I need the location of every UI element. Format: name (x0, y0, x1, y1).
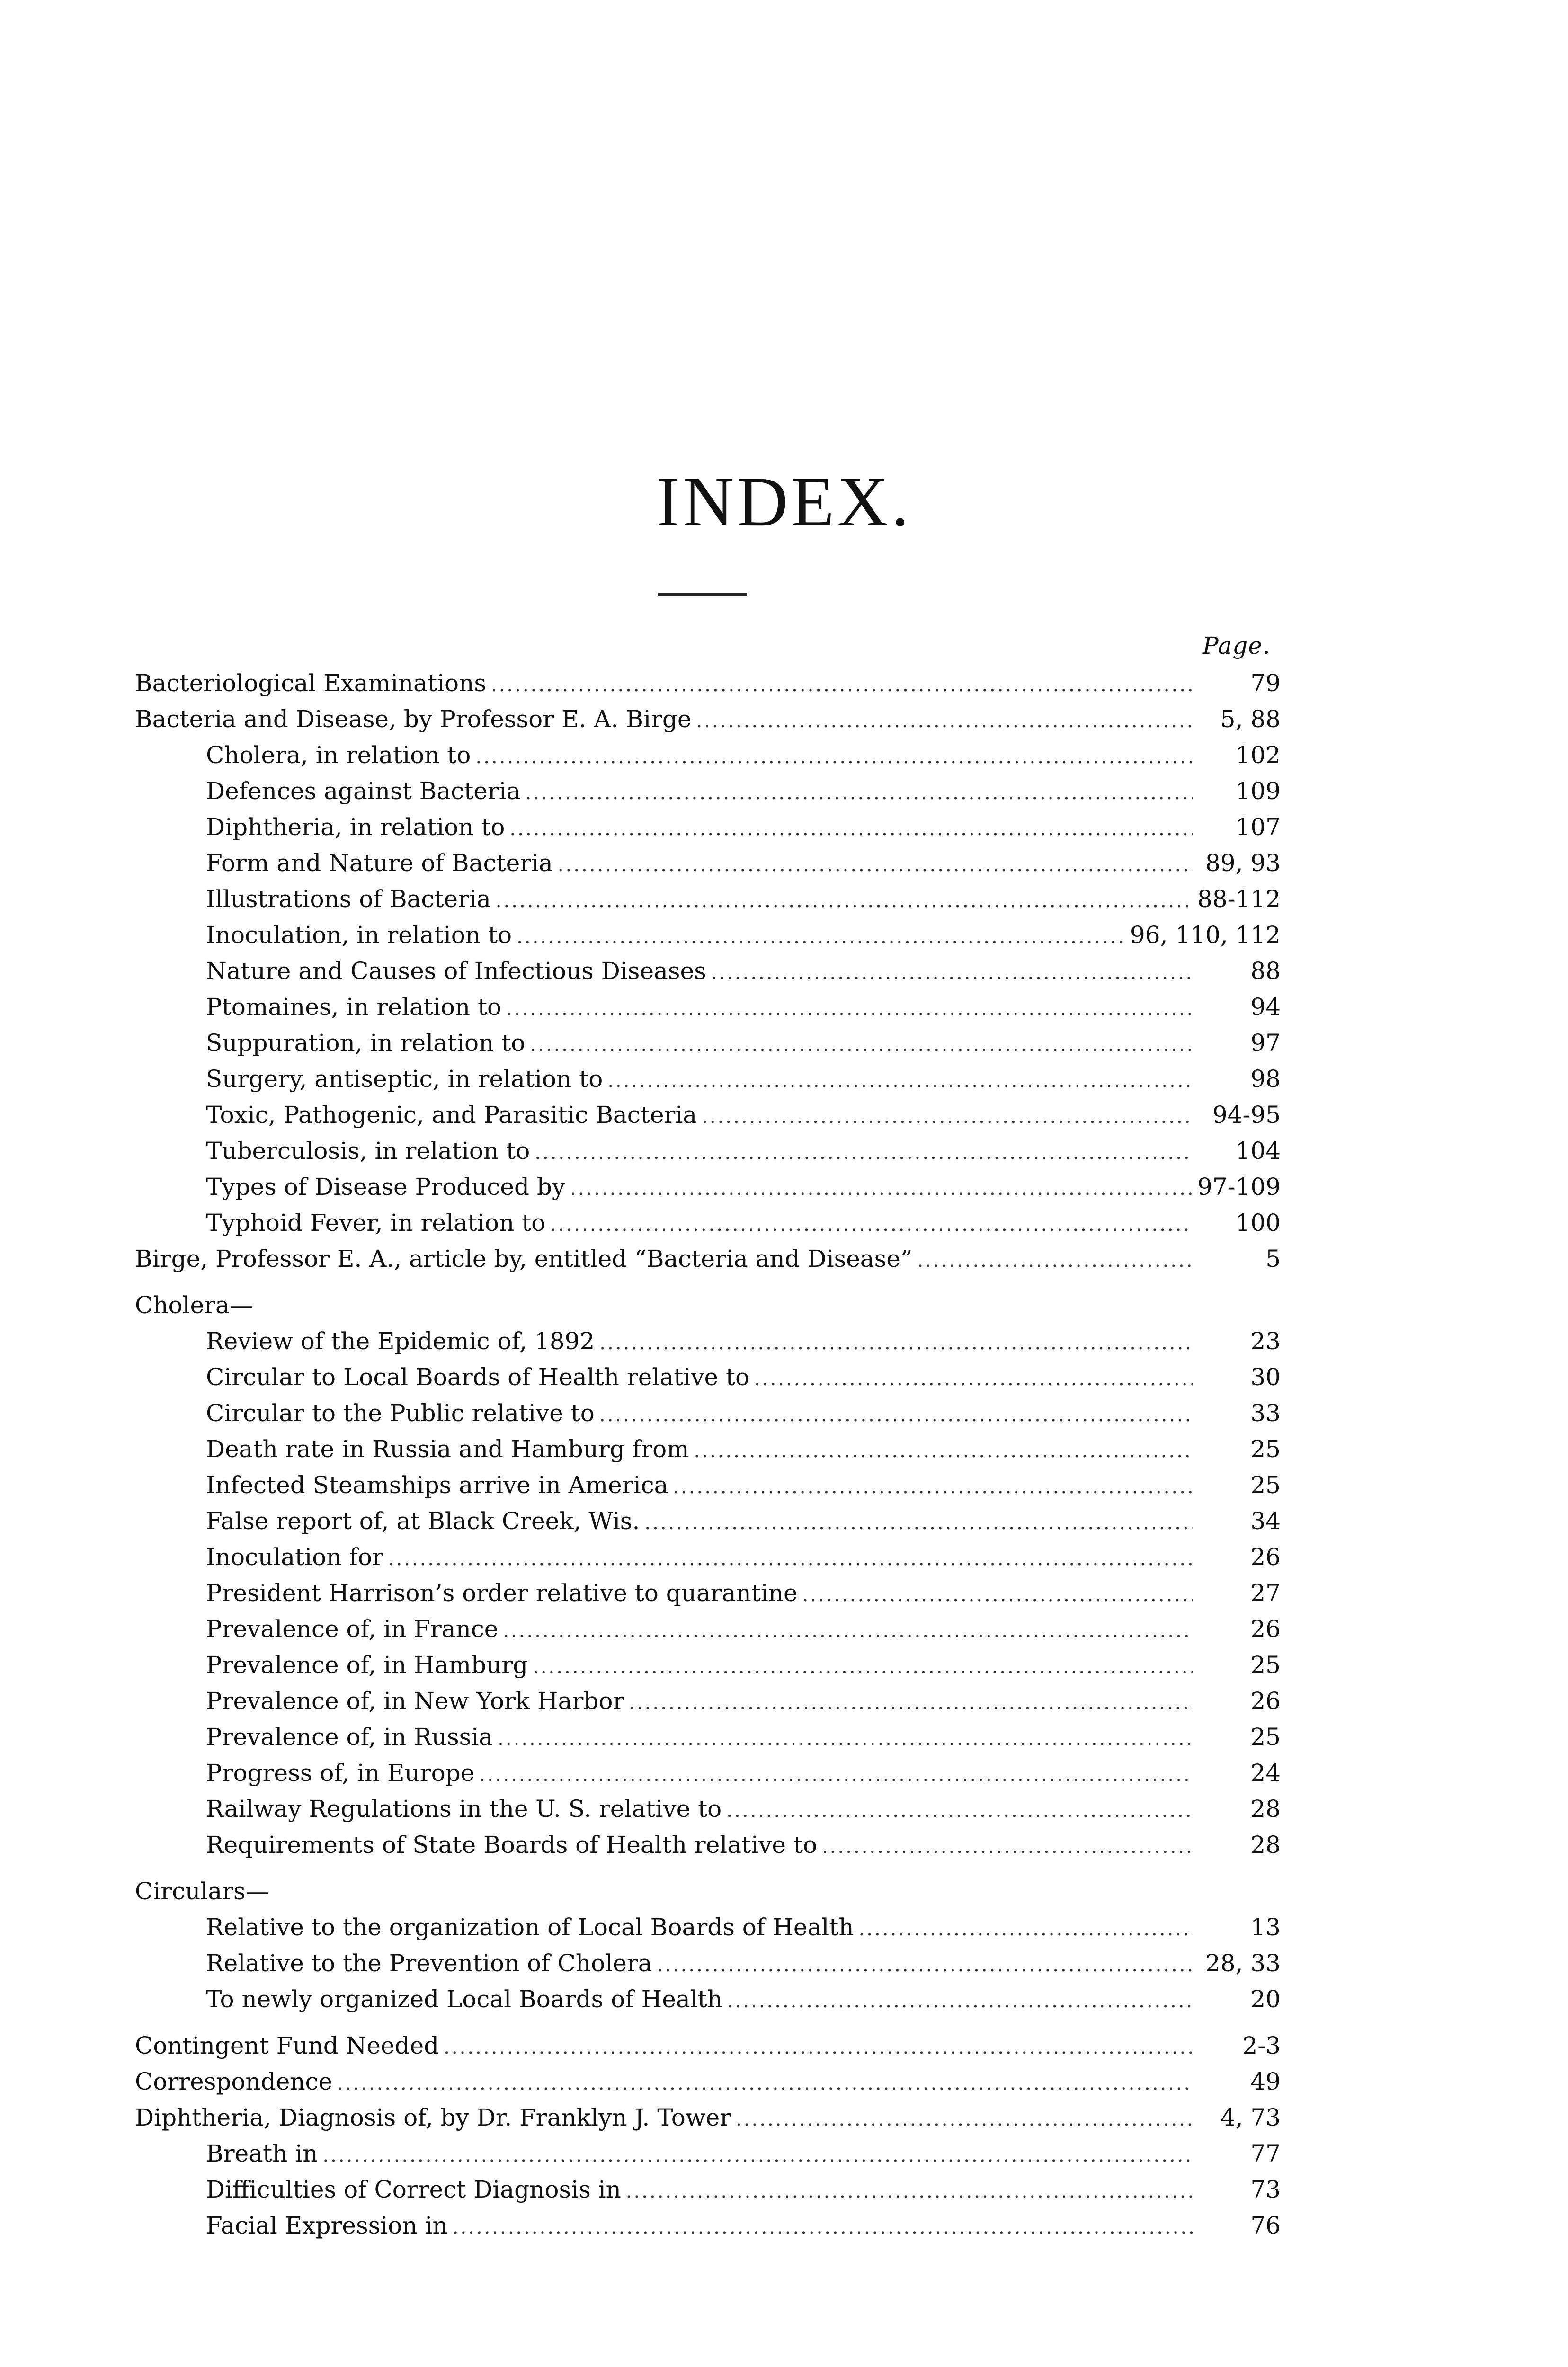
index-entry (135, 2136, 1281, 2171)
entry-label: Cholera, in relation to (206, 741, 471, 769)
entry-page-number: 24 (1250, 1759, 1281, 1787)
entry-label: Types of Disease Produced by (206, 1173, 566, 1201)
entry-label: Bacteriological Examinations (135, 669, 486, 697)
entry-page-number: 98 (1250, 1065, 1281, 1093)
dot-leader (337, 2065, 1193, 2101)
dot-leader (506, 991, 1193, 1027)
index-entry (135, 1359, 1281, 1395)
index-entry (135, 2171, 1281, 2207)
entry-page-number: 28 (1250, 1831, 1281, 1859)
entry-label: Facial Expression in (206, 2212, 448, 2239)
index-entry (135, 1981, 1281, 2017)
entry-page-number: 26 (1250, 1615, 1281, 1643)
entry-page-number: 76 (1250, 2212, 1281, 2239)
dot-leader (599, 1325, 1193, 1361)
entry-label: Surgery, antiseptic, in relation to (206, 1065, 603, 1093)
dot-leader (711, 955, 1193, 991)
dot-leader (491, 667, 1193, 703)
dot-leader (479, 1757, 1193, 1793)
entry-page-number: 107 (1235, 813, 1281, 841)
index-entry (135, 1323, 1281, 1359)
dot-leader (696, 703, 1193, 739)
index-entry (135, 2064, 1281, 2100)
dot-leader (657, 1947, 1193, 1983)
entry-label: Diphtheria, in relation to (206, 813, 505, 841)
dot-leader (535, 1135, 1193, 1171)
entry-label: Illustrations of Bacteria (206, 885, 491, 913)
index-entry (135, 1205, 1281, 1241)
dot-leader (388, 1541, 1193, 1577)
index-entry (135, 773, 1281, 809)
entry-page-number: 25 (1250, 1723, 1281, 1751)
entry-label: Inoculation for (206, 1543, 383, 1571)
entry-label: Circular to the Public relative to (206, 1399, 595, 1427)
index-entry (135, 1133, 1281, 1169)
entry-page-number: 88 (1250, 957, 1281, 985)
dot-leader (517, 919, 1125, 955)
entry-label: Prevalence of, in New York Harbor (206, 1687, 624, 1715)
entry-label: Circulars— (135, 1878, 269, 1905)
entry-page-number: 5, 88 (1220, 705, 1281, 733)
dot-leader (736, 2101, 1193, 2137)
index-entry (135, 665, 1281, 701)
entry-page-number: 96, 110, 112 (1130, 921, 1281, 949)
index-entry (135, 1061, 1281, 1097)
index-entry (135, 1025, 1281, 1061)
entry-label: Diphtheria, Diagnosis of, by Dr. Franklyn J. Tower (135, 2104, 731, 2131)
entry-label: To newly organized Local Boards of Health (206, 1985, 722, 2013)
entry-page-number: 4, 73 (1220, 2104, 1281, 2131)
entry-page-number: 104 (1235, 1137, 1281, 1165)
entry-page-number: 94 (1250, 993, 1281, 1021)
index-entry (135, 989, 1281, 1025)
dot-leader (626, 2173, 1193, 2209)
entry-label: Inoculation, in relation to (206, 921, 512, 949)
entry-label: Railway Regulations in the U. S. relative to (206, 1795, 722, 1823)
entry-label: Death rate in Russia and Hamburg from (206, 1435, 689, 1463)
dot-leader (599, 1397, 1193, 1433)
dot-leader (727, 1983, 1193, 2019)
entry-page-number: 23 (1250, 1327, 1281, 1355)
dot-leader (629, 1685, 1193, 1721)
entry-page-number: 2-3 (1242, 2032, 1281, 2059)
dot-leader (702, 1099, 1193, 1135)
entry-page-number: 20 (1250, 1985, 1281, 2013)
index-entry (135, 2100, 1281, 2136)
dot-leader (694, 1433, 1193, 1469)
page-column-label: Page. (1203, 632, 1271, 659)
entry-page-number: 33 (1250, 1399, 1281, 1427)
index-entry (135, 1169, 1281, 1205)
entry-page-number: 79 (1250, 669, 1281, 697)
index-entry (135, 1241, 1281, 1277)
index-entry (135, 2207, 1281, 2243)
entry-page-number: 89, 93 (1205, 849, 1281, 877)
index-entry (135, 2028, 1281, 2064)
index-entry (135, 1431, 1281, 1467)
index-entry (135, 1909, 1281, 1945)
entry-page-number: 27 (1250, 1579, 1281, 1607)
index-entry (135, 1791, 1281, 1827)
entry-page-number: 49 (1250, 2068, 1281, 2095)
entry-label: Contingent Fund Needed (135, 2032, 439, 2059)
index-entry (135, 1395, 1281, 1431)
dot-leader (322, 2137, 1193, 2173)
dot-leader (754, 1361, 1193, 1397)
entry-label: Bacteria and Disease, by Professor E. A. Birge (135, 705, 692, 733)
entry-page-number: 5 (1265, 1245, 1281, 1272)
entry-page-number: 102 (1235, 741, 1281, 769)
index-entry (135, 701, 1281, 737)
entry-page-number: 26 (1250, 1687, 1281, 1715)
entry-page-number: 26 (1250, 1543, 1281, 1571)
entry-label: Ptomaines, in relation to (206, 993, 502, 1021)
index-entry (135, 1683, 1281, 1719)
entry-label: Requirements of State Boards of Health relative to (206, 1831, 818, 1859)
entry-label: False report of, at Black Creek, Wis. (206, 1507, 640, 1535)
dot-leader (476, 739, 1194, 775)
entry-page-number: 13 (1250, 1913, 1281, 1941)
entry-label: Cholera— (135, 1291, 253, 1319)
dot-leader (503, 1613, 1193, 1649)
entry-page-number: 28 (1250, 1795, 1281, 1823)
index-group-heading (135, 1873, 1281, 1909)
dot-leader (453, 2209, 1193, 2245)
entry-label: Birge, Professor E. A., article by, entitled “Bacteria and Disease” (135, 1245, 913, 1272)
entry-label: Review of the Epidemic of, 1892 (206, 1327, 595, 1355)
dot-leader (859, 1911, 1193, 1947)
dot-leader (510, 811, 1193, 847)
dot-leader (726, 1793, 1193, 1829)
entry-page-number: 73 (1250, 2176, 1281, 2203)
entry-label: Circular to Local Boards of Health relative to (206, 1363, 750, 1391)
index-title: INDEX. (656, 463, 912, 541)
entry-label: Prevalence of, in Hamburg (206, 1651, 528, 1679)
entry-label: Breath in (206, 2140, 318, 2167)
index-entry (135, 1827, 1281, 1863)
index-list (135, 665, 1281, 2243)
dot-leader (498, 1721, 1193, 1757)
entry-label: Correspondence (135, 2068, 333, 2095)
index-entry (135, 1467, 1281, 1503)
dot-leader (570, 1171, 1193, 1207)
index-entry (135, 1503, 1281, 1539)
dot-leader (822, 1829, 1193, 1865)
index-entry (135, 809, 1281, 845)
entry-page-number: 28, 33 (1205, 1949, 1281, 1977)
dot-leader (530, 1027, 1193, 1063)
dot-leader (526, 775, 1193, 811)
entry-label: Form and Nature of Bacteria (206, 849, 553, 877)
dot-leader (558, 847, 1193, 883)
entry-page-number: 97-109 (1197, 1173, 1281, 1201)
entry-page-number: 30 (1250, 1363, 1281, 1391)
entry-page-number: 97 (1250, 1029, 1281, 1057)
entry-page-number: 100 (1235, 1209, 1281, 1237)
entry-page-number: 25 (1250, 1471, 1281, 1499)
entry-label: Tuberculosis, in relation to (206, 1137, 530, 1165)
index-entry (135, 1945, 1281, 1981)
dot-leader (496, 883, 1193, 919)
entry-page-number: 109 (1235, 777, 1281, 805)
entry-label: Suppuration, in relation to (206, 1029, 526, 1057)
entry-label: Toxic, Pathogenic, and Parasitic Bacteria (206, 1101, 697, 1129)
entry-label: Infected Steamships arrive in America (206, 1471, 668, 1499)
entry-label: Nature and Causes of Infectious Diseases (206, 957, 706, 985)
index-entry (135, 845, 1281, 881)
dot-leader (802, 1577, 1193, 1613)
index-entry (135, 917, 1281, 953)
dot-leader (533, 1649, 1193, 1685)
entry-page-number: 88-112 (1197, 885, 1281, 913)
index-entry (135, 1097, 1281, 1133)
index-entry (135, 881, 1281, 917)
index-entry (135, 1647, 1281, 1683)
entry-label: President Harrison’s order relative to quarantine (206, 1579, 798, 1607)
title-rule (658, 593, 747, 596)
entry-page-number: 25 (1250, 1651, 1281, 1679)
entry-label: Relative to the organization of Local Boards of Health (206, 1913, 854, 1941)
dot-leader (917, 1243, 1193, 1279)
entry-page-number: 94-95 (1212, 1101, 1281, 1129)
dot-leader (644, 1505, 1193, 1541)
dot-leader (673, 1469, 1193, 1505)
entry-label: Progress of, in Europe (206, 1759, 475, 1787)
dot-leader (550, 1207, 1193, 1243)
index-entry (135, 737, 1281, 773)
index-group-heading (135, 1287, 1281, 1323)
entry-page-number: 25 (1250, 1435, 1281, 1463)
index-entry (135, 1575, 1281, 1611)
index-entry (135, 1719, 1281, 1755)
index-entry (135, 953, 1281, 989)
entry-page-number: 77 (1250, 2140, 1281, 2167)
entry-label: Relative to the Prevention of Cholera (206, 1949, 652, 1977)
entry-label: Prevalence of, in Russia (206, 1723, 493, 1751)
entry-label: Prevalence of, in France (206, 1615, 499, 1643)
index-entry (135, 1539, 1281, 1575)
index-entry (135, 1611, 1281, 1647)
dot-leader (444, 2029, 1193, 2065)
index-entry (135, 1755, 1281, 1791)
entry-label: Defences against Bacteria (206, 777, 521, 805)
entry-label: Difficulties of Correct Diagnosis in (206, 2176, 621, 2203)
entry-label: Typhoid Fever, in relation to (206, 1209, 546, 1237)
entry-page-number: 34 (1250, 1507, 1281, 1535)
dot-leader (607, 1063, 1193, 1099)
